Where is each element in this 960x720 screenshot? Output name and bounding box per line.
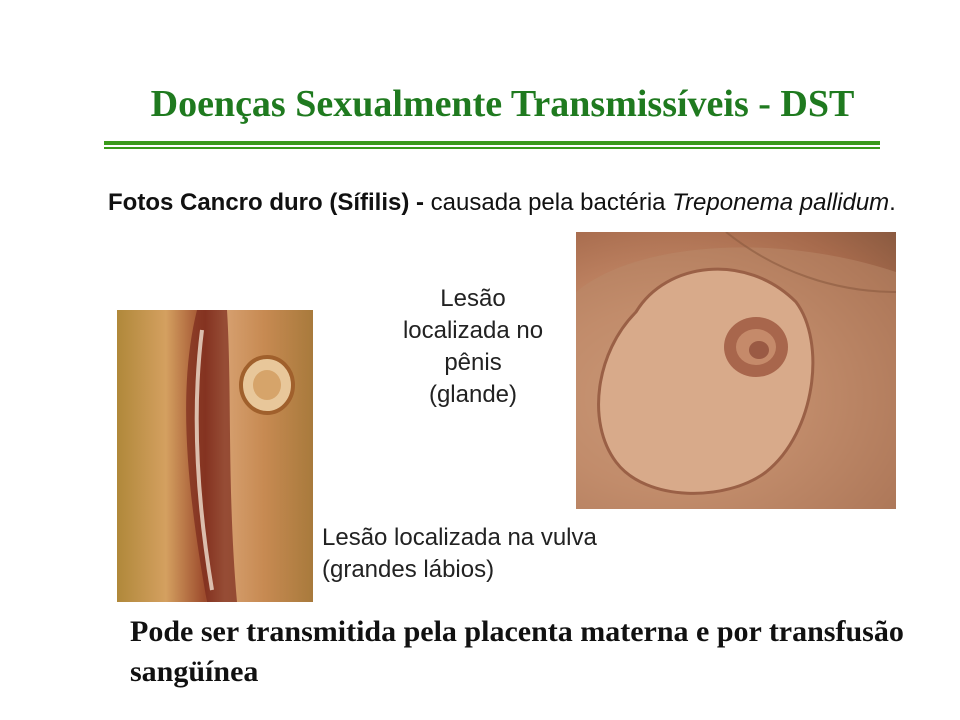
caption-italic: Treponema pallidum <box>672 189 890 216</box>
vulva-lesion-photo <box>117 310 313 602</box>
title-rule-thin <box>104 147 880 149</box>
slide-title: Doenças Sexualmente Transmissíveis - DST <box>150 83 855 125</box>
penis-lesion-photo <box>576 232 896 509</box>
caption-end: . <box>889 189 896 216</box>
transmission-note: Pode ser transmitida pela placenta materna e por transfusão sangüínea <box>130 615 904 688</box>
title-rule-thick <box>104 141 880 145</box>
caption-bold: Fotos Cancro duro (Sífilis) - <box>108 189 424 216</box>
penis-lesion-label: Lesão localizada no pênis (glande) <box>402 285 544 408</box>
caption-normal: causada pela bactéria <box>424 189 673 216</box>
vulva-lesion-label: Lesão localizada na vulva (grandes lábios) <box>322 524 597 583</box>
photo-caption <box>108 185 902 221</box>
